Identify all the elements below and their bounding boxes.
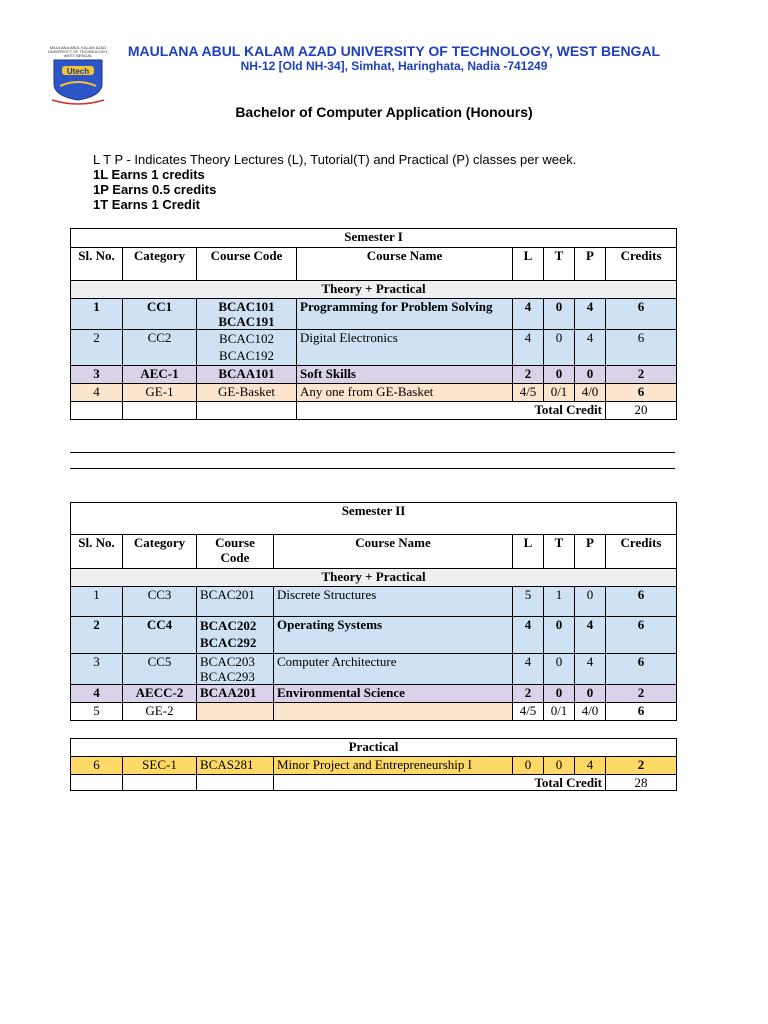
university-address: NH-12 [Old NH-34], Simhat, Haringhata, Nadia -741249 [240,59,548,73]
cell-credits: 6 [606,384,677,402]
cell-name: Soft Skills [297,366,513,384]
cell-l: 4 [513,654,544,685]
cell-p: 4 [575,299,606,330]
ltp-legend [93,152,576,212]
cell-t: 0 [544,330,575,366]
cell-sl: 1 [71,299,123,330]
university-logo [44,44,112,106]
cell-sl: 4 [71,685,123,703]
semester-1-table [70,228,677,420]
cell-l: 4 [513,617,544,654]
cell-t: 0 [544,299,575,330]
cell-p: 4/0 [575,384,606,402]
cell-sl: 3 [71,366,123,384]
cell-t: 0/1 [544,703,575,721]
cell-l: 4/5 [513,703,544,721]
course-code: BCAC101 [218,299,275,314]
program-title: Bachelor of Computer Application (Honours) [235,104,533,120]
header-sl: Sl. No. [71,248,123,281]
cell-l: 4/5 [513,384,544,402]
cell-l: 2 [513,366,544,384]
ltp-line: 1T Earns 1 Credit [93,197,200,212]
cell-sl: 6 [71,757,123,775]
practical-section-title: Practical [71,739,677,757]
cell-t: 0/1 [544,384,575,402]
cell-code: BCAS281 [197,757,274,775]
cell-name: Environmental Science [274,685,513,703]
cell-category: SEC-1 [123,757,197,775]
cell-p: 4 [575,757,606,775]
cell-p: 4/0 [575,703,606,721]
cell-p: 0 [575,366,606,384]
cell-credits: 6 [606,617,677,654]
section-title: Theory + Practical [71,569,677,587]
cell-name: Programming for Problem Solving [297,299,513,330]
cell-credits: 6 [606,330,677,366]
header-credits: Credits [606,535,677,569]
cell-l: 4 [513,299,544,330]
cell-sl: 3 [71,654,123,685]
cell-category: CC4 [123,617,197,654]
ltp-line: 1P Earns 0.5 credits [93,182,217,197]
cell-category: GE-2 [123,703,197,721]
semester-2-table [70,502,677,791]
cell-category: CC3 [123,587,197,617]
cell-code [197,330,297,366]
semester-title: Semester I [71,229,677,248]
cell-category: AECC-2 [123,685,197,703]
cell-p: 4 [575,617,606,654]
cell-sl: 2 [71,617,123,654]
cell-t: 0 [544,685,575,703]
cell-name: Any one from GE-Basket [297,384,513,402]
cell-code: GE-Basket [197,384,297,402]
total-credit-value: 28 [606,775,677,791]
cell-p: 0 [575,685,606,703]
cell-credits: 6 [606,703,677,721]
cell-t: 1 [544,587,575,617]
header-category: Category [123,248,197,281]
header-name: Course Name [297,248,513,281]
header-code: Course Code [197,535,274,569]
cell-category: CC1 [123,299,197,330]
semester-title: Semester II [71,503,677,535]
cell-name: Discrete Structures [274,587,513,617]
cell-l: 5 [513,587,544,617]
cell-t: 0 [544,757,575,775]
cell-t: 0 [544,654,575,685]
cell-sl: 5 [71,703,123,721]
header-p: P [575,535,606,569]
cell-code: BCAA201 [197,685,274,703]
course-code: BCAC191 [218,314,275,329]
header-credits: Credits [606,248,677,281]
cell-name: Minor Project and Entrepreneurship I [274,757,513,775]
header-p: P [575,248,606,281]
header-t: T [544,248,575,281]
cell-category: GE-1 [123,384,197,402]
ltp-line: L T P - Indicates Theory Lectures (L), Tutorial(T) and Practical (P) classes per week. [93,152,577,167]
cell-category: CC2 [123,330,197,366]
svg-text:WEST BENGAL: WEST BENGAL [63,53,93,58]
cell-credits: 2 [606,757,677,775]
cell-l: 2 [513,685,544,703]
course-code: BCAC293 [200,669,255,684]
cell-l: 0 [513,757,544,775]
total-credit-label: Total Credit [297,402,606,420]
cell-sl: 1 [71,587,123,617]
cell-category: CC5 [123,654,197,685]
cell-p: 4 [575,654,606,685]
header-name: Course Name [274,535,513,569]
section-title: Theory + Practical [71,281,677,299]
cell-code [197,299,297,330]
header-code: Course Code [197,248,297,281]
svg-text:MAULANA ABUL KALAM AZAD: MAULANA ABUL KALAM AZAD [49,45,107,50]
cell-credits: 6 [606,299,677,330]
total-credit-value: 20 [606,402,677,420]
cell-name: Digital Electronics [297,330,513,366]
cell-code: BCAA101 [197,366,297,384]
cell-name: Operating Systems [274,617,513,654]
cell-credits: 2 [606,685,677,703]
cell-credits: 6 [606,587,677,617]
divider-line [70,468,675,469]
divider-line [70,452,675,453]
svg-text:Utech: Utech [66,67,90,76]
cell-credits: 2 [606,366,677,384]
course-code: BCAC102 [219,331,274,346]
cell-p: 4 [575,330,606,366]
header-sl: Sl. No. [71,535,123,569]
cell-l: 4 [513,330,544,366]
cell-t: 0 [544,617,575,654]
cell-code [197,617,274,654]
cell-p: 0 [575,587,606,617]
cell-sl: 4 [71,384,123,402]
header-category: Category [123,535,197,569]
cell-credits: 6 [606,654,677,685]
cell-name: Computer Architecture [274,654,513,685]
cell-code [197,654,274,685]
header-l: L [513,535,544,569]
course-code: BCAC192 [219,348,274,363]
cell-category: AEC-1 [123,366,197,384]
cell-name [274,703,513,721]
cell-code [197,703,274,721]
ltp-line: 1L Earns 1 credits [93,167,205,182]
total-credit-label: Total Credit [274,775,606,791]
svg-text:UNIVERSITY OF TECHNOLOGY,: UNIVERSITY OF TECHNOLOGY, [47,49,109,54]
university-name: MAULANA ABUL KALAM AZAD UNIVERSITY OF TECHNOLOGY, WEST BENGAL [127,43,661,59]
course-code: BCAC202 [200,618,257,633]
course-code: BCAC203 [200,654,255,669]
header-l: L [513,248,544,281]
cell-sl: 2 [71,330,123,366]
cell-t: 0 [544,366,575,384]
cell-code: BCAC201 [197,587,274,617]
course-code: BCAC292 [200,635,257,650]
header-t: T [544,535,575,569]
